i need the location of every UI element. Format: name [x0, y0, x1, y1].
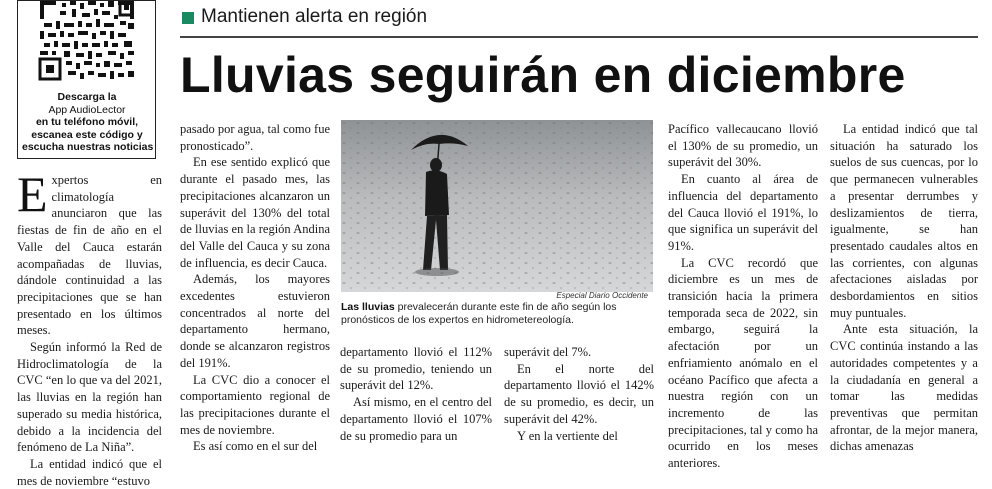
paragraph: departamento llovió el 112% de su promedio, teniendo un superávit del 12%.: [340, 345, 492, 393]
paragraph: La CVC recordó que diciembre es un mes de transición hacia la primera temporada seca de 2022, sin embargo, seguirá la afectación por un enfriamiento anómalo en el océano Pacífico que afecta a nuestra región con un incremento de las precipitaciones, tal y como ha ocurrido en los meses anteriores.: [668, 255, 818, 471]
paragraph: Y en la vertiente del: [517, 428, 618, 443]
kicker: Mantienen alerta en región: [201, 6, 428, 27]
paragraph: La CVC dio a conocer el comportamiento regional de las precipitaciones durante el mes de noviembre.: [180, 372, 330, 437]
paragraph-text: xpertos en climatología anunciaron que las fiestas de fin de año en el Valle del Cauca estarán acompañadas de lluvias, dándole continuidad a las precipitaciones que se han presentado en los últimos meses.: [17, 173, 162, 338]
article-column-2: [180, 121, 330, 455]
paragraph: La entidad indicó que tal situación ha saturado los suelos de sus cuencas, por lo que permanecen vulnerables a presentar derrumbes y deslizamientos de tierra, igualmente, se han presentado caudales altos en las corrientes, con algunas afectaciones aisladas por desbordamientos en sitios muy puntuales.: [830, 122, 978, 320]
paragraph: Pacífico vallecaucano llovió el 130% de su promedio, un superávit del 30%.: [668, 122, 818, 170]
qr-instructions: [22, 91, 152, 154]
qr-line-5: escucha nuestras noticias: [22, 141, 154, 153]
caption-lead: Las lluvias: [341, 301, 395, 313]
caption-text: prevalecerán durante este fin de año según los pronósticos de los expertos en hidrometereología.: [341, 301, 617, 326]
qr-line-3: en tu teléfono móvil,: [35, 116, 139, 128]
paragraph: [17, 166, 162, 339]
paragraph: En ese sentido explicó que durante el pasado mes, las precipitaciones alcanzaron un superávit del 130% del total de lluvias en la región Andina del Valle del Cauca y su zona de influencia, es decir Cauca.: [180, 155, 330, 270]
paragraph: Ante esta situación, la CVC continúa instando a las autoridades competentes y a la ciudadanía en general a tomar las medidas preventivas que permitan afrontar, de la mejor manera, dichas amenazas: [830, 322, 978, 454]
paragraph: superávit del 7%.: [504, 345, 592, 359]
paragraph: Es así como en el sur del: [193, 439, 318, 454]
rain-umbrella-photo: [341, 120, 653, 292]
article-column-1: [17, 166, 162, 489]
photo-credit: Especial Diario Occidente: [556, 291, 648, 300]
paragraph: En cuanto al área de influencia del departamento del Cauca llovió el 191%, lo que significa un superávit del 91%.: [668, 172, 818, 253]
kicker-square-icon: [182, 12, 194, 24]
qr-code-box: [17, 0, 156, 159]
paragraph: En el norte del departamento llovió el 142% de su promedio, es decir, un superávit del 42%.: [504, 361, 654, 426]
paragraph: Además, los mayores excedentes estuvieron concentrados al norte del departamento hermano, donde se alcanzaron registros del 191%.: [180, 272, 330, 370]
divider: [180, 36, 978, 38]
qr-line-2: App AudioLector: [48, 103, 126, 116]
paragraph: Así mismo, en el centro del departamento llovió el 107% de su promedio para un: [340, 395, 492, 443]
qr-code-icon[interactable]: [38, 1, 136, 81]
article-column-6: [830, 121, 978, 455]
headline: Lluvias seguirán en diciembre: [180, 47, 906, 103]
drop-cap: E: [17, 166, 48, 222]
article-column-3: [340, 344, 492, 444]
paragraph: Según informó la Red de Hidroclimatología de la CVC “en lo que va del 2021, las lluvias en la región han superado su media histórica, debido a la incidencia del fenómeno de La Niña”.: [17, 340, 162, 455]
qr-line-4: escanea este código y: [31, 128, 143, 141]
photo-caption: [341, 301, 653, 327]
paragraph: La entidad indicó que el mes de noviembre “estuvo: [17, 456, 162, 488]
paragraph: pasado por agua, tal como fue pronosticado”.: [180, 122, 330, 153]
qr-line-1: Descarga la: [57, 91, 117, 103]
article-column-4: [504, 344, 654, 444]
article-column-5: [668, 121, 818, 472]
